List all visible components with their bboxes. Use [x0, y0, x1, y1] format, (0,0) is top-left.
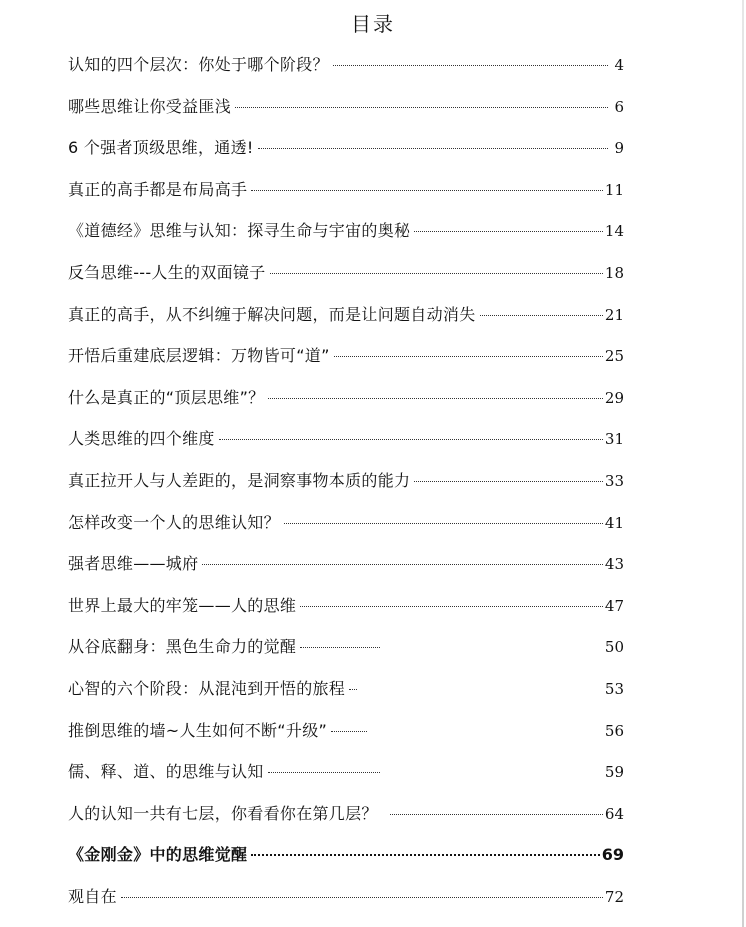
toc-entry-title: 《道德经》思维与认知：探寻生命与宇宙的奥秘 [68, 221, 411, 241]
toc-entry[interactable] [68, 760, 624, 802]
toc-entry[interactable] [68, 136, 624, 178]
toc-entry-title: 什么是真正的“顶层思维”？ [68, 387, 265, 407]
dot-leader [251, 854, 599, 856]
toc-entry-title: 认知的四个层次：你处于哪个阶段？ [68, 55, 329, 74]
toc-entry[interactable] [68, 635, 624, 677]
dot-leader [390, 814, 603, 815]
toc-entry-title: 观自在 [68, 886, 117, 906]
dot-leader [331, 731, 367, 732]
toc-entry-page: 33 [604, 471, 624, 490]
dot-leader [235, 107, 608, 108]
toc-entry-page: 29 [604, 388, 624, 407]
table-of-contents [68, 53, 624, 926]
toc-entry-page: 47 [604, 596, 624, 615]
dot-leader [270, 273, 603, 274]
toc-entry-page: 14 [604, 222, 624, 241]
toc-entry[interactable] [68, 386, 624, 428]
dot-leader [268, 772, 380, 773]
toc-entry-title: 人类思维的四个维度 [68, 429, 215, 449]
dot-leader [219, 439, 603, 440]
dot-leader [268, 398, 602, 399]
toc-entry-title: 儒、释、道、的思维与认知 [68, 762, 264, 782]
toc-entry-page: 18 [604, 263, 624, 282]
toc-entry-title: 强者思维——城府 [68, 554, 199, 574]
toc-entry-title: 开悟后重建底层逻辑：万物皆可“道” [68, 346, 330, 366]
toc-entry[interactable] [68, 344, 624, 386]
toc-entry-title: 推倒思维的墙~人生如何不断“升级” [68, 720, 328, 740]
toc-entry[interactable] [68, 802, 624, 844]
toc-entry[interactable] [68, 178, 624, 220]
toc-entry-title: 哪些思维让你受益匪浅 [68, 96, 232, 116]
toc-entry[interactable] [68, 719, 624, 761]
toc-entry-title: 心智的六个阶段：从混沌到开悟的旅程 [68, 678, 346, 698]
toc-entry[interactable] [68, 594, 624, 636]
toc-entry[interactable] [68, 219, 624, 261]
toc-entry[interactable] [68, 261, 624, 303]
dot-leader [121, 897, 603, 898]
toc-entry-page: 43 [604, 555, 624, 574]
toc-entry[interactable] [68, 469, 624, 511]
dot-leader [334, 356, 603, 357]
toc-entry-page: 53 [604, 679, 624, 698]
toc-title: 目录 [351, 12, 395, 36]
dot-leader [300, 647, 380, 648]
dot-leader [258, 148, 608, 149]
dot-leader [480, 315, 603, 316]
toc-entry[interactable] [68, 885, 624, 927]
toc-entry-page: 6 [614, 97, 624, 116]
toc-entry[interactable] [68, 552, 624, 594]
toc-entry-title: 世界上最大的牢笼——人的思维 [68, 595, 297, 615]
toc-entry-page: 9 [614, 139, 624, 158]
toc-entry-title: 从谷底翻身：黑色生命力的觉醒 [68, 637, 297, 657]
dot-leader [202, 564, 603, 565]
toc-entry-page: 59 [604, 763, 624, 782]
toc-entry-title: 6 个强者顶级思维，通透! [68, 138, 254, 158]
toc-entry-title: 真正拉开人与人差距的，是洞察事物本质的能力 [68, 470, 411, 490]
dot-leader [349, 689, 357, 690]
toc-entry-page: 31 [604, 430, 624, 449]
toc-entry[interactable] [68, 427, 624, 469]
toc-entry-page: 69 [601, 845, 624, 865]
toc-entry-page: 21 [604, 305, 624, 324]
dot-leader [414, 481, 603, 482]
toc-entry-title: 真正的高手都是布局高手 [68, 179, 248, 199]
toc-entry-title: 反刍思维---人生的双面镜子 [68, 262, 266, 282]
toc-entry-page: 72 [604, 887, 624, 906]
dot-leader [251, 190, 603, 191]
toc-entry-title: 人的认知一共有七层，你看看你在第几层？ [68, 803, 378, 823]
toc-entry[interactable] [68, 843, 624, 885]
dot-leader [414, 231, 603, 232]
toc-entry[interactable] [68, 511, 624, 553]
dot-leader [333, 65, 608, 66]
toc-entry-page: 25 [604, 347, 624, 366]
dot-leader [284, 523, 603, 524]
dot-leader [300, 606, 603, 607]
toc-entry-page: 56 [604, 721, 624, 740]
toc-entry[interactable] [68, 303, 624, 345]
toc-entry-page: 41 [604, 513, 624, 532]
toc-entry-page: 4 [614, 56, 624, 74]
toc-entry-page: 64 [604, 804, 624, 823]
toc-entry-title: 怎样改变一个人的思维认知？ [68, 512, 280, 532]
page-edge [742, 0, 744, 927]
toc-entry-title: 真正的高手，从不纠缠于解决问题，而是让问题自动消失 [68, 304, 476, 324]
toc-entry-page: 50 [604, 638, 624, 657]
toc-entry-page: 11 [604, 180, 624, 199]
toc-entry-title: 《金刚金》中的思维觉醒 [68, 845, 248, 865]
toc-entry[interactable] [68, 677, 624, 719]
toc-entry[interactable] [68, 53, 624, 95]
toc-entry[interactable] [68, 95, 624, 137]
